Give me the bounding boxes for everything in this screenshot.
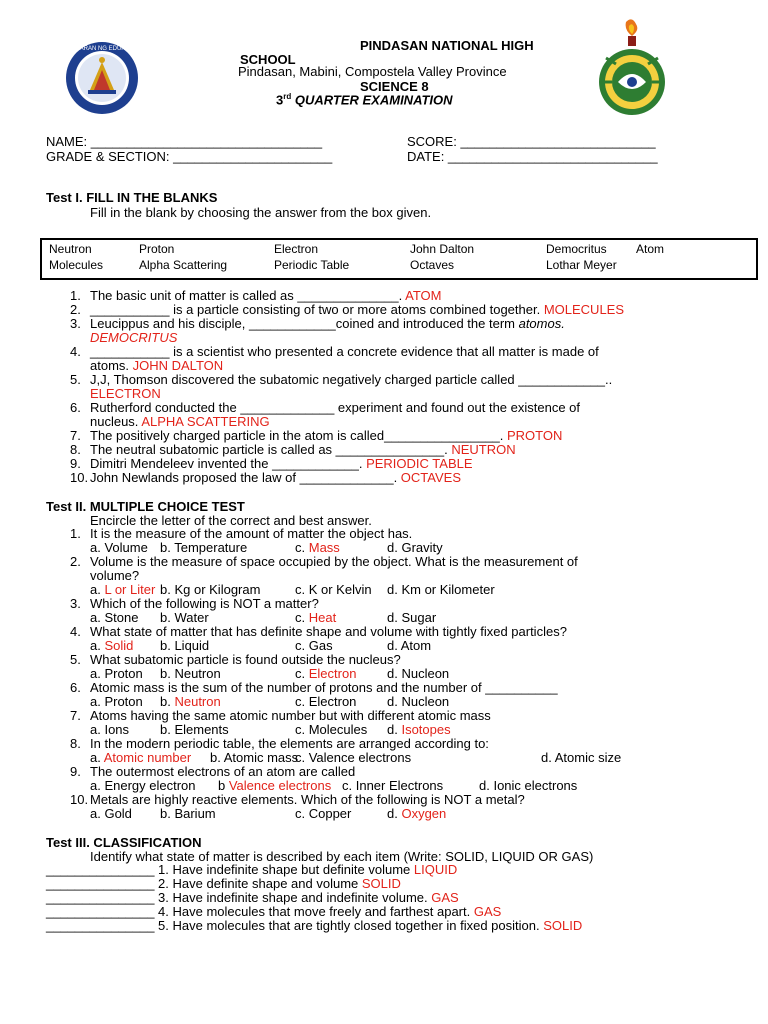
question-text: Which of the following is NOT a matter? [90,596,319,611]
option-text: c. [295,540,309,555]
word-neutron: Neutron [49,242,92,256]
option-text: a. Proton [90,694,143,709]
item-number: 5. [70,372,81,387]
score-field: SCORE: ___________________________ [407,134,656,149]
subject-title: SCIENCE 8 [360,79,429,94]
item-answer: ALPHA SCATTERING [141,414,270,429]
option-text: c. Valence electrons [295,750,412,765]
item-number: 6. [70,400,81,415]
exam-title-suffix: rd [283,92,292,101]
question-item [70,653,710,667]
option-text: a. Ions [90,722,130,737]
option-answer: Oxygen [401,806,447,821]
option-a[interactable] [90,779,196,793]
option-text: c. Gas [295,638,333,653]
option-d[interactable] [387,541,443,555]
question-number: 6. [70,680,81,695]
option-answer: Atomic number [103,750,192,765]
question-number: 5. [70,652,81,667]
option-text: d. Ionic electrons [479,778,578,793]
option-text: c. Electron [295,694,357,709]
exam-title-rest: QUARTER EXAMINATION [294,92,453,108]
question-text-line2: volume? [90,568,140,583]
word-lothar-meyer: Lothar Meyer [546,258,617,272]
item-answer: DEMOCRITUS [90,330,178,345]
answer-options [70,583,710,597]
item-answer: NEUTRON [451,442,516,457]
question-text: Volume is the measure of space occupied by the object. What is the measurement of [90,554,578,569]
option-a[interactable] [90,667,143,681]
option-text: a. [90,750,104,765]
list-item [46,919,582,933]
option-a[interactable] [90,541,148,555]
option-text: d. [387,722,402,737]
question-text: Atoms having the same atomic number but with different atomic mass [90,708,491,723]
list-item [70,457,710,471]
option-text: b. [160,694,175,709]
list-item [70,345,710,373]
test1-instruction: Fill in the blank by choosing the answer from the box given. [90,205,432,220]
option-answer: Electron [308,666,357,681]
option-text: c. Inner Electrons [342,778,444,793]
item-answer: GAS [431,890,459,905]
option-text: a. Gold [90,806,132,821]
option-answer: Mass [308,540,340,555]
option-d[interactable] [541,751,621,765]
item-text-line2: nucleus. [90,414,142,429]
answer-options [70,751,710,765]
date-field: DATE: _____________________________ [407,149,658,164]
option-b[interactable] [160,541,247,555]
list-item [70,317,710,345]
option-text: b. Neutron [160,666,221,681]
item-answer: LIQUID [413,862,458,877]
option-b[interactable] [160,667,221,681]
item-text: The positively charged particle in the atom is called________________. [90,428,507,443]
option-d[interactable] [387,639,431,653]
school-seal-logo [596,18,668,118]
item-number: 4. [70,344,81,359]
item-text: The basic unit of matter is called as ______________. [90,288,406,303]
answer-options [70,667,710,681]
option-answer: Solid [104,638,134,653]
answer-options [70,779,710,793]
option-d[interactable] [387,807,446,821]
item-number: 1. [70,288,81,303]
item-answer: JOHN DALTON [132,358,224,373]
item-text: ___________ is a scientist who presented a concrete evidence that all matter is made of [90,344,599,359]
option-text: a. [90,582,105,597]
option-text: b. Barium [160,806,216,821]
item-text: J,J, Thomson discovered the subatomic negatively charged particle called ____________.. [90,372,613,387]
option-d[interactable] [387,611,436,625]
option-a[interactable] [90,611,138,625]
option-text: b. Liquid [160,638,210,653]
list-item [46,891,582,905]
option-answer: Valence electrons [228,778,332,793]
item-text: Dimitri Mendeleev invented the ____________. [90,456,367,471]
option-d[interactable] [387,583,495,597]
name-field: NAME: ________________________________ [46,134,323,149]
item-answer: ATOM [405,288,442,303]
option-text: d. Atom [387,638,432,653]
option-answer: Heat [308,610,337,625]
option-b[interactable] [210,751,298,765]
item-number: 9. [70,456,81,471]
test2-title: Test II. MULTIPLE CHOICE TEST [46,499,245,514]
item-text: _______________ 5. Have molecules that are tightly closed together in fixed position. [46,918,544,933]
option-answer: Neutron [174,694,221,709]
question-item [70,765,710,779]
test1-list [70,289,710,485]
option-c[interactable] [295,541,340,555]
option-text: d. [387,806,402,821]
word-box [40,238,758,280]
question-item [70,793,710,807]
option-text: d. Km or Kilometer [387,582,495,597]
option-b[interactable] [160,723,229,737]
test2-instruction: Encircle the letter of the correct and best answer. [90,513,372,528]
question-text: Metals are highly reactive elements. Which of the following is NOT a metal? [90,792,525,807]
option-b[interactable] [218,779,331,793]
question-item [70,709,710,723]
question-text: In the modern periodic table, the elements are arranged according to: [90,736,489,751]
option-text: b. Elements [160,722,229,737]
question-text: What subatomic particle is found outside the nucleus? [90,652,401,667]
option-text: a. Stone [90,610,139,625]
list-item [70,373,710,401]
option-a[interactable] [90,583,155,597]
item-answer: SOLID [361,876,401,891]
option-text: b. Kg or Kilogram [160,582,261,597]
question-text: It is the measure of the amount of matter the object has. [90,526,413,541]
school-name-line2: SCHOOL [240,52,296,67]
answer-options [70,541,710,555]
option-b[interactable] [160,583,260,597]
item-text: _______________ 4. Have molecules that move freely and farthest apart. [46,904,474,919]
option-a[interactable] [90,695,143,709]
item-answer: OCTAVES [400,470,461,485]
option-d[interactable] [387,695,449,709]
word-atom: Atom [636,242,665,256]
item-answer: MOLECULES [543,302,625,317]
item-number: 10. [70,470,89,485]
option-text: a. [90,638,105,653]
item-text-line2: atoms. [90,358,133,373]
option-text: c. Copper [295,806,352,821]
question-number: 4. [70,624,81,639]
word-john-dalton: John Dalton [410,242,475,256]
item-text: John Newlands proposed the law of _____________. [90,470,401,485]
test3-title: Test III. CLASSIFICATION [46,835,202,850]
question-number: 8. [70,736,81,751]
option-text: c. [295,610,309,625]
option-d[interactable] [387,723,451,737]
word-alpha-scattering: Alpha Scattering [139,258,228,272]
list-item [46,863,582,877]
answer-options [70,807,710,821]
option-b[interactable] [160,807,216,821]
item-number: 8. [70,442,81,457]
option-a[interactable] [90,751,191,765]
option-text: d. Nucleon [387,666,450,681]
option-text: d. Gravity [387,540,443,555]
option-text: a. Volume [90,540,148,555]
option-text: b [218,778,229,793]
option-text: d. Sugar [387,610,437,625]
question-item [70,737,710,751]
question-text: Atomic mass is the sum of the number of protons and the number of __________ [90,680,558,695]
list-item [70,471,710,485]
option-b[interactable] [160,611,209,625]
list-item [46,877,582,891]
item-answer: PERIODIC TABLE [366,456,473,471]
option-a[interactable] [90,807,132,821]
question-item [70,597,710,611]
item-text: The neutral subatomic particle is called as _______________. [90,442,452,457]
option-c[interactable] [295,639,333,653]
question-number: 2. [70,554,81,569]
word-octaves: Octaves [410,258,455,272]
option-c[interactable] [295,583,372,597]
option-c[interactable] [295,611,336,625]
exam-title [276,92,453,107]
list-item [70,289,710,303]
item-number: 2. [70,302,81,317]
word-molecules: Molecules [49,258,104,272]
question-text: What state of matter that has definite shape and volume with tightly fixed particles? [90,624,567,639]
option-answer: Isotopes [401,722,451,737]
school-name-line1: PINDASAN NATIONAL HIGH [360,38,534,53]
deped-seal-logo [57,40,147,116]
option-text: c. [295,666,309,681]
list-item [70,429,710,443]
item-text: _______________ 3. Have indefinite shape and indefinite volume. [46,890,432,905]
option-a[interactable] [90,723,129,737]
item-answer: SOLID [543,918,583,933]
option-d[interactable] [479,779,577,793]
option-text: b. Water [160,610,209,625]
list-item [70,443,710,457]
question-item [70,555,710,583]
test3-list [46,863,582,933]
school-address: Pindasan, Mabini, Compostela Valley Province [238,64,507,79]
option-a[interactable] [90,639,133,653]
item-number: 7. [70,428,81,443]
option-text: b. Temperature [160,540,248,555]
question-number: 1. [70,526,81,541]
option-text: b. Atomic mass [210,750,299,765]
question-number: 9. [70,764,81,779]
question-text: The outermost electrons of an atom are called [90,764,356,779]
question-number: 3. [70,596,81,611]
option-text: c. K or Kelvin [295,582,372,597]
exam-title-number: 3 [276,92,284,108]
option-text: c. Molecules [295,722,368,737]
list-item [46,905,582,919]
item-text: Leucippus and his disciple, ____________coined and introduced the term [90,316,519,331]
item-answer: ELECTRON [90,386,161,401]
answer-options [70,695,710,709]
question-number: 10. [70,792,89,807]
item-text: ___________ is a particle consisting of two or more atoms combined together. [90,302,544,317]
test3-instruction: Identify what state of matter is described by each item (Write: SOLID, LIQUID OR GAS) [90,849,594,864]
answer-options [70,723,710,737]
item-text: _______________ 1. Have indefinite shape but definite volume [46,862,414,877]
option-b[interactable] [160,695,221,709]
word-electron: Electron [274,242,319,256]
option-text: a. Energy electron [90,778,196,793]
option-answer: L or Liter [104,582,156,597]
option-c[interactable] [295,723,367,737]
list-item [70,401,710,429]
option-c[interactable] [295,751,411,765]
item-answer: PROTON [507,428,563,443]
question-item [70,527,710,541]
word-periodic-table: Periodic Table [274,258,350,272]
word-democritus: Democritus [546,242,607,256]
answer-options [70,639,710,653]
question-number: 7. [70,708,81,723]
question-item [70,681,710,695]
option-text: d. Atomic size [541,750,622,765]
test1-title: Test I. FILL IN THE BLANKS [46,190,218,205]
option-c[interactable] [295,695,356,709]
grade-section-field: GRADE & SECTION: ______________________ [46,149,333,164]
option-c[interactable] [295,667,356,681]
seal-lettering: KAGAWARAN NG EDUKASYON [57,46,147,52]
option-text: a. Proton [90,666,143,681]
item-text: Rutherford conducted the _____________ experiment and found out the existence of [90,400,581,415]
answer-options [70,611,710,625]
item-number: 3. [70,316,81,331]
option-c[interactable] [342,779,443,793]
option-c[interactable] [295,807,351,821]
word-proton: Proton [139,242,175,256]
option-d[interactable] [387,667,449,681]
option-b[interactable] [160,639,209,653]
list-item [70,303,710,317]
test2-list [70,527,710,821]
question-item [70,625,710,639]
item-text: _______________ 2. Have definite shape and volume [46,876,362,891]
option-text: d. Nucleon [387,694,450,709]
item-italic: atomos. [518,316,565,331]
item-answer: GAS [473,904,502,919]
